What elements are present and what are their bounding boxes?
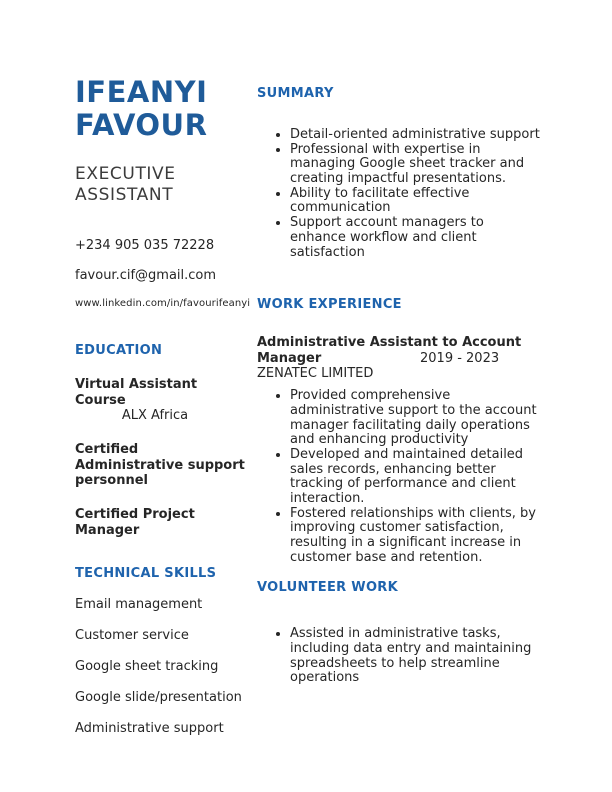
job-entry-company: ZENATEC LIMITED — [257, 365, 374, 381]
phone-number: +234 905 035 72228 — [75, 238, 215, 254]
candidate-name-line1: IFEANYI — [75, 75, 208, 109]
skill-item: Customer service — [75, 627, 189, 643]
summary-bullet: • Detail-oriented administrative support — [290, 128, 543, 143]
skill-item: Google slide/presentation — [75, 689, 242, 705]
technical-skills-heading: TECHNICAL SKILLS — [75, 565, 217, 581]
job-entry-dates: 2019 - 2023 — [420, 350, 500, 366]
skill-item: Administrative support — [75, 720, 224, 736]
volunteer-bullet-list — [257, 627, 543, 686]
education-item-title: Certified Administrative support personnel — [75, 442, 245, 488]
education-item — [75, 377, 247, 423]
experience-bullet: • Provided comprehensive administrative support to the account manager facilitating daily operations and enhancing productivity — [290, 389, 543, 448]
education-item-subtitle: ALX Africa — [121, 407, 189, 423]
job-entry-title-line2 — [257, 351, 543, 366]
candidate-name — [75, 76, 247, 142]
summary-bullet: • Support account managers to enhance workflow and client satisfaction — [290, 216, 543, 260]
education-heading: EDUCATION — [75, 343, 163, 359]
experience-bullet-list — [257, 389, 543, 565]
candidate-name-line2: FAVOUR — [75, 108, 208, 143]
email-address: favour.cif@gmail.com — [75, 268, 217, 284]
job-entry — [257, 335, 543, 381]
right-column — [257, 86, 543, 686]
job-title-line1: EXECUTIVE — [75, 164, 176, 185]
education-item — [75, 507, 247, 538]
skill-item: Google sheet tracking — [75, 658, 219, 674]
summary-heading: SUMMARY — [257, 86, 334, 101]
volunteer-bullet: • Assisted in administrative tasks, including data entry and maintaining spreadsheets to help streamline operations — [290, 627, 543, 686]
contact-info — [75, 238, 251, 310]
experience-bullet: • Developed and maintained detailed sales records, enhancing better tracking of performance and client interaction. — [290, 448, 543, 507]
skill-item: Email management — [75, 596, 203, 612]
work-experience-heading: WORK EXPERIENCE — [257, 297, 402, 313]
left-column — [75, 75, 251, 736]
education-item-title: Virtual Assistant Course — [75, 377, 198, 408]
experience-bullet: • Fostered relationships with clients, by improving customer satisfaction, resulting in a significant increase in customer base and retention. — [290, 507, 543, 566]
job-entry-title-line2-text: Manager — [257, 350, 322, 366]
candidate-job-title — [75, 164, 247, 206]
linkedin-url: www.linkedin.com/in/favourifeanyi — [75, 298, 251, 310]
education-item-title: Certified Project Manager — [75, 507, 195, 538]
summary-bullet-list — [257, 128, 543, 260]
summary-bullet: • Ability to facilitate effective communication — [290, 187, 543, 216]
job-title-line2: ASSISTANT — [75, 185, 174, 206]
summary-bullet: • Professional with expertise in managing Google sheet tracker and creating impactful presentations. — [290, 143, 543, 187]
job-entry-title-line1: Administrative Assistant to Account — [257, 335, 522, 351]
volunteer-work-heading: VOLUNTEER WORK — [257, 580, 398, 596]
education-item — [75, 442, 247, 488]
